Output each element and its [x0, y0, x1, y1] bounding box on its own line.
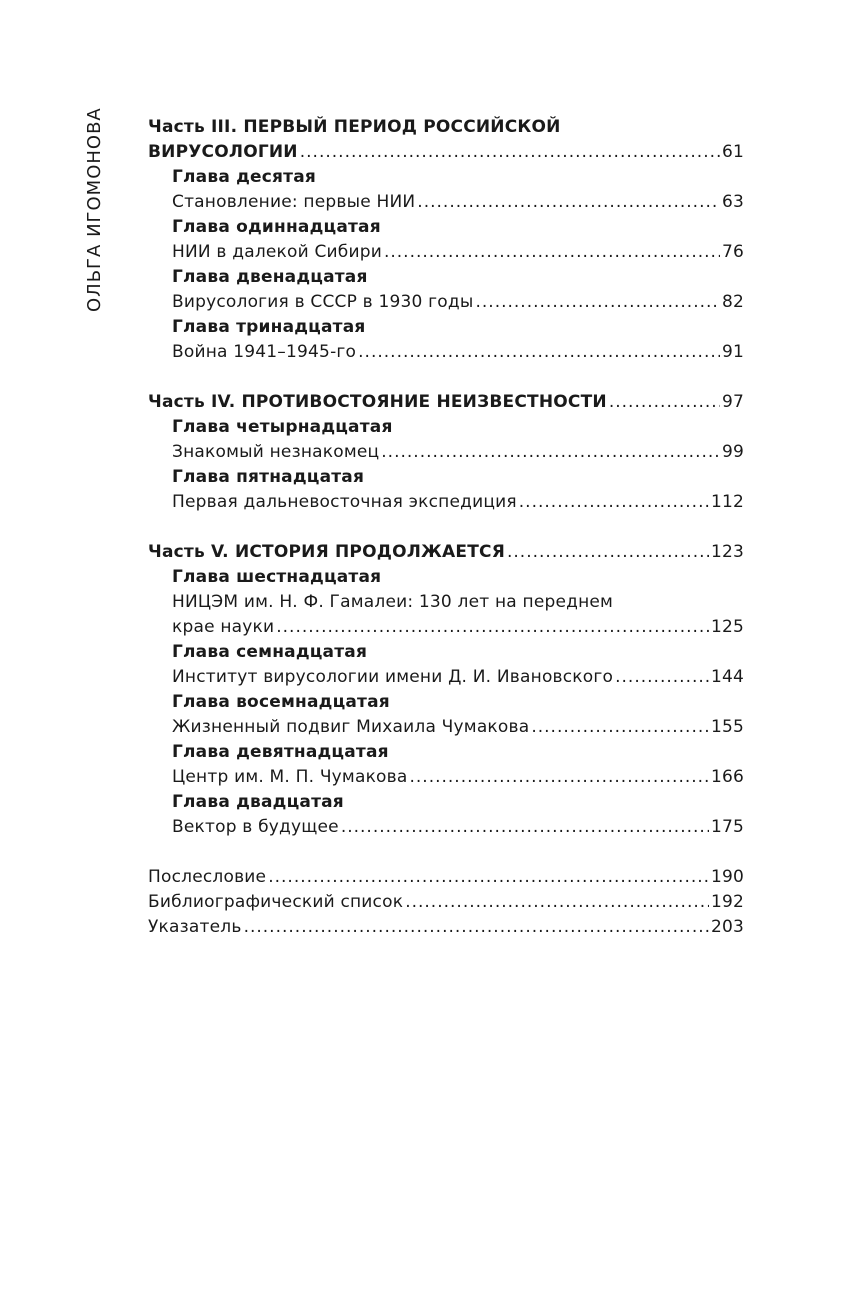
chapter-heading: Глава двадцатая	[172, 792, 344, 812]
chapter-title: Центр им. М. П. Чумакова	[172, 767, 408, 787]
part-title: ВИРУСОЛОГИИ	[148, 142, 298, 162]
toc-entry-chapter[interactable]	[148, 340, 744, 365]
dot-leader	[381, 440, 720, 465]
dot-leader	[300, 140, 720, 165]
toc-entry-part-3[interactable]	[148, 140, 744, 165]
chapter-heading: Глава восемнадцатая	[172, 692, 390, 712]
toc-entry-chapter[interactable]	[148, 240, 744, 265]
toc-entry-chapter[interactable]	[148, 190, 744, 215]
toc-entry-chapter[interactable]	[148, 815, 744, 840]
dot-leader	[507, 540, 709, 565]
part-title: Часть III. ПЕРВЫЙ ПЕРИОД РОССИЙСКОЙ	[148, 117, 561, 137]
toc-entry-chapter[interactable]	[148, 490, 744, 515]
chapter-heading: Глава двенадцатая	[172, 267, 368, 287]
page-number: 125	[710, 617, 744, 637]
chapter-title: Первая дальневосточная экспедиция	[172, 492, 517, 512]
toc-entry-afterword[interactable]	[148, 865, 744, 890]
page-number: 82	[721, 292, 744, 312]
running-head-author: ОЛЬГА ИГОМОНОВА	[84, 107, 105, 312]
page-number: 192	[710, 892, 744, 912]
dot-leader	[276, 615, 709, 640]
chapter-heading: Глава пятнадцатая	[172, 467, 365, 487]
chapter-heading: Глава десятая	[172, 167, 316, 187]
chapter-title: Жизненный подвиг Михаила Чумакова	[172, 717, 530, 737]
dot-leader	[519, 490, 709, 515]
section-gap	[148, 515, 744, 540]
page-number: 155	[710, 717, 744, 737]
dot-leader	[384, 240, 720, 265]
dot-leader	[417, 190, 720, 215]
toc-entry-chapter[interactable]	[148, 715, 744, 740]
chapter-title: крае науки	[172, 617, 275, 637]
chapter-heading: Глава тринадцатая	[172, 317, 366, 337]
dot-leader	[405, 890, 709, 915]
dot-leader	[475, 290, 719, 315]
part-title: Часть IV. ПРОТИВОСТОЯНИЕ НЕИЗВЕСТНОСТИ	[148, 392, 607, 412]
dot-leader	[358, 340, 720, 365]
toc-entry-index[interactable]	[148, 915, 744, 940]
dot-leader	[268, 865, 709, 890]
page-number: 91	[721, 342, 744, 362]
chapter-heading: Глава шестнадцатая	[172, 567, 382, 587]
chapter-heading: Глава четырнадцатая	[172, 417, 393, 437]
dot-leader	[409, 765, 708, 790]
page-number: 175	[710, 817, 744, 837]
part-title: Часть V. ИСТОРИЯ ПРОДОЛЖАЕТСЯ	[148, 542, 505, 562]
page-number: 76	[721, 242, 744, 262]
page-number: 99	[721, 442, 744, 462]
section-gap	[148, 365, 744, 390]
toc-entry-chapter[interactable]	[148, 290, 744, 315]
entry-title: Библиографический список	[148, 892, 404, 912]
section-gap	[148, 840, 744, 865]
dot-leader	[615, 665, 709, 690]
page-number: 190	[710, 867, 744, 887]
chapter-title: Вектор в будущее	[172, 817, 339, 837]
toc-entry-chapter[interactable]	[148, 440, 744, 465]
toc-entry-part-5[interactable]	[148, 540, 744, 565]
dot-leader	[341, 815, 709, 840]
page-number: 123	[710, 542, 744, 562]
chapter-heading: Глава одиннадцатая	[172, 217, 381, 237]
table-of-contents	[148, 115, 744, 940]
page-number: 97	[721, 392, 744, 412]
chapter-title-line: НИЦЭМ им. Н. Ф. Гамалеи: 130 лет на переднем	[172, 592, 614, 612]
page-number: 63	[721, 192, 744, 212]
page-number: 112	[710, 492, 744, 512]
dot-leader	[609, 390, 720, 415]
chapter-title: Институт вирусологии имени Д. И. Ивановского	[172, 667, 614, 687]
chapter-title: Война 1941–1945-го	[172, 342, 357, 362]
chapter-title: Вирусология в СССР в 1930 годы	[172, 292, 474, 312]
chapter-heading: Глава девятнадцатая	[172, 742, 389, 762]
entry-title: Послесловие	[148, 867, 267, 887]
dot-leader	[531, 715, 709, 740]
page-number: 61	[721, 142, 744, 162]
page-number: 144	[710, 667, 744, 687]
page-number: 166	[710, 767, 744, 787]
toc-entry-chapter[interactable]	[148, 665, 744, 690]
chapter-title: НИИ в далекой Сибири	[172, 242, 382, 262]
chapter-heading: Глава семнадцатая	[172, 642, 368, 662]
toc-entry-chapter[interactable]	[148, 765, 744, 790]
toc-entry-part-4[interactable]	[148, 390, 744, 415]
chapter-title: Становление: первые НИИ	[172, 192, 416, 212]
page-number: 203	[710, 917, 744, 937]
toc-entry-chapter[interactable]	[148, 615, 744, 640]
dot-leader	[244, 915, 709, 940]
toc-entry-bibliography[interactable]	[148, 890, 744, 915]
chapter-title: Знакомый незнакомец	[172, 442, 380, 462]
entry-title: Указатель	[148, 917, 242, 937]
